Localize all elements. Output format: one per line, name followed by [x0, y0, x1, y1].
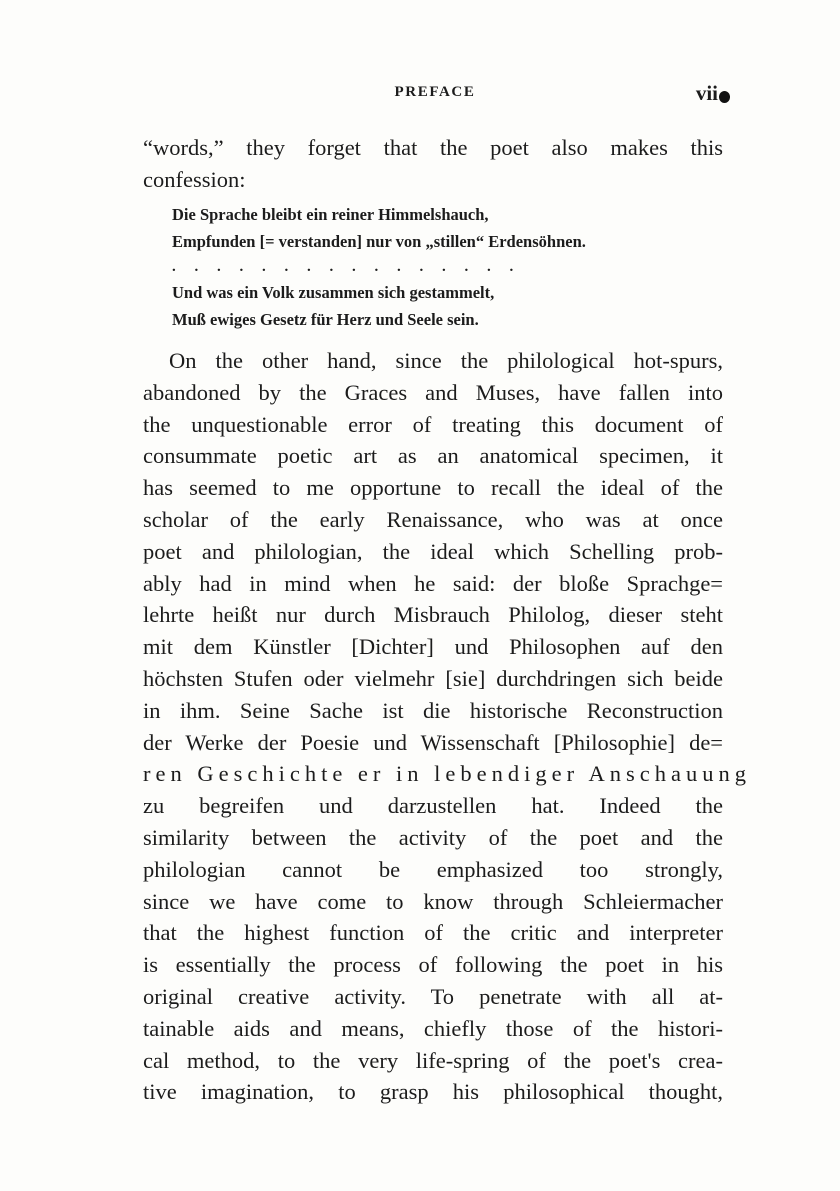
- verse-ellipsis: . . . . . . . . . . . . . . . .: [172, 259, 514, 275]
- running-title: PREFACE: [394, 84, 476, 100]
- body-line: that the highest function of the critic and interpreter: [143, 920, 723, 946]
- german-verse-quotation: [172, 205, 692, 337]
- body-line: ren Geschichte er in lebendiger Anschauung: [143, 761, 751, 787]
- body-line: original creative activity. To penetrate with all at-: [143, 983, 723, 1009]
- body-line: in ihm. Seine Sache ist die historische Reconstruction: [143, 697, 723, 723]
- body-line: On the other hand, since the philological hot-spurs,: [169, 348, 723, 373]
- body-line: mit dem Künstler [Dichter] und Philosophen auf den: [143, 634, 723, 660]
- intro-line: confession:: [143, 166, 246, 192]
- verse-line: Und was ein Volk zusammen sich gestammelt,: [172, 283, 495, 302]
- verse-line: Empfunden [= verstanden] nur von „stillen“ Erdensöhnen.: [172, 232, 586, 251]
- verse-line: Die Sprache bleibt ein reiner Himmelshauch,: [172, 205, 489, 224]
- body-line: the unquestionable error of treating this document of: [143, 411, 723, 437]
- body-line: höchsten Stufen oder vielmehr [sie] durchdringen sich beide: [143, 665, 723, 691]
- body-line: is essentially the process of following the poet in his: [143, 952, 723, 978]
- body-line: scholar of the early Renaissance, who was at once: [143, 506, 723, 532]
- body-line: tive imagination, to grasp his philosophical thought,: [143, 1079, 723, 1105]
- body-line: zu begreifen und darzustellen hat. Indeed the: [143, 793, 723, 819]
- body-line: cal method, to the very life-spring of the poet's crea-: [143, 1047, 723, 1073]
- ink-blot-mark: [719, 91, 730, 103]
- body-line: der Werke der Poesie und Wissenschaft [Philosophie] de=: [143, 729, 723, 755]
- body-line: poet and philologian, the ideal which Schelling prob-: [143, 538, 723, 564]
- body-line: tainable aids and means, chiefly those of the histori-: [143, 1015, 723, 1041]
- intro-paragraph: [143, 132, 723, 196]
- body-line: since we have come to know through Schleiermacher: [143, 888, 723, 914]
- running-head: [140, 81, 730, 106]
- main-paragraph: [143, 345, 751, 1108]
- body-line: ably had in mind when he said: der bloße Sprachge=: [143, 570, 723, 596]
- body-line: similarity between the activity of the poet and the: [143, 824, 723, 850]
- page-number: vii: [695, 81, 718, 105]
- verse-line: Muß ewiges Gesetz für Herz und Seele sein.: [172, 310, 479, 329]
- body-line: philologian cannot be emphasized too strongly,: [143, 856, 723, 882]
- body-line: consummate poetic art as an anatomical specimen, it: [143, 443, 723, 469]
- intro-line: “words,” they forget that the poet also makes this: [143, 135, 723, 160]
- body-line: abandoned by the Graces and Muses, have fallen into: [143, 379, 723, 405]
- body-line: lehrte heißt nur durch Misbrauch Philolog, dieser steht: [143, 602, 723, 628]
- body-line: has seemed to me opportune to recall the ideal of the: [143, 475, 723, 501]
